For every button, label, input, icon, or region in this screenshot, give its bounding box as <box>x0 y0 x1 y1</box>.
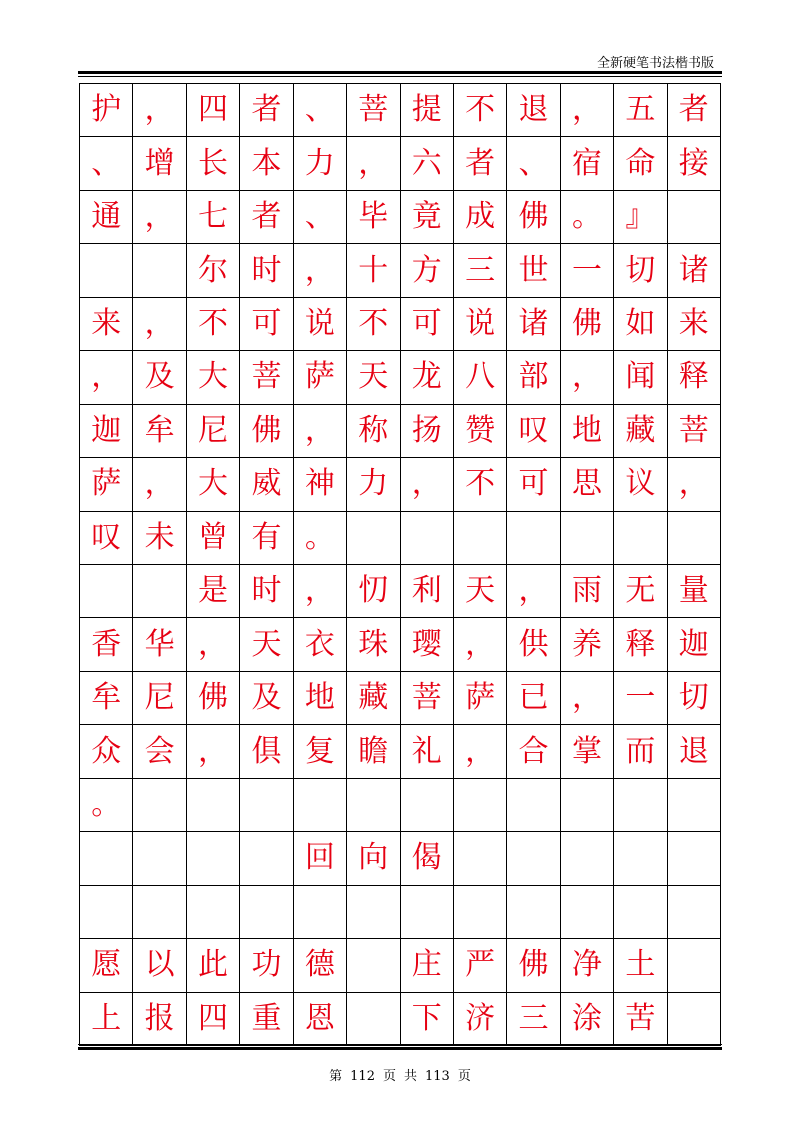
grid-cell: 涂 <box>561 993 614 1046</box>
grid-cell: 偈 <box>401 832 454 885</box>
grid-cell: 护 <box>80 84 133 137</box>
grid-cell <box>668 993 721 1046</box>
grid-cell <box>187 886 240 939</box>
grid-cell <box>240 886 293 939</box>
grid-cell: 时 <box>240 244 293 297</box>
bottom-thin-rule <box>78 1044 722 1045</box>
grid-cell: 以 <box>133 939 186 992</box>
grid-cell <box>80 565 133 618</box>
grid-cell: 尔 <box>187 244 240 297</box>
grid-cell: 量 <box>668 565 721 618</box>
grid-cell: 八 <box>454 351 507 404</box>
grid-cell <box>133 832 186 885</box>
grid-cell: 者 <box>454 137 507 190</box>
grid-cell <box>668 512 721 565</box>
grid-cell: 一 <box>614 672 667 725</box>
grid-cell: 三 <box>507 993 560 1046</box>
grid-cell: 如 <box>614 298 667 351</box>
grid-cell: 恩 <box>294 993 347 1046</box>
grid-cell: 大 <box>187 351 240 404</box>
grid-cell: 萨 <box>294 351 347 404</box>
grid-cell: ， <box>133 458 186 511</box>
grid-cell: 、 <box>294 191 347 244</box>
grid-cell: 神 <box>294 458 347 511</box>
grid-cell: 萨 <box>80 458 133 511</box>
grid-cell: ， <box>133 84 186 137</box>
footer-page-number: 112 <box>350 1069 375 1084</box>
grid-cell <box>240 779 293 832</box>
footer-total-pages: 113 <box>425 1069 450 1084</box>
grid-cell: 一 <box>561 244 614 297</box>
footer-total-unit: 页 <box>457 1069 471 1084</box>
grid-cell: 。 <box>294 512 347 565</box>
grid-cell: 此 <box>187 939 240 992</box>
grid-cell: 香 <box>80 618 133 671</box>
document-header-title: 全新硬笔书法楷书版 <box>596 56 714 71</box>
grid-cell: 德 <box>294 939 347 992</box>
grid-cell: 不 <box>347 298 400 351</box>
grid-cell: 成 <box>454 191 507 244</box>
grid-cell: 本 <box>240 137 293 190</box>
grid-cell: 是 <box>187 565 240 618</box>
grid-cell: 净 <box>561 939 614 992</box>
grid-cell: 释 <box>614 618 667 671</box>
grid-cell: 曾 <box>187 512 240 565</box>
grid-cell: ， <box>507 565 560 618</box>
grid-cell: 切 <box>668 672 721 725</box>
grid-cell: 闻 <box>614 351 667 404</box>
grid-cell: 功 <box>240 939 293 992</box>
grid-cell <box>401 512 454 565</box>
grid-cell: 部 <box>507 351 560 404</box>
grid-cell: 四 <box>187 993 240 1046</box>
grid-cell <box>133 886 186 939</box>
grid-cell: ， <box>80 351 133 404</box>
grid-cell: ， <box>294 565 347 618</box>
grid-cell: 十 <box>347 244 400 297</box>
grid-cell: 礼 <box>401 725 454 778</box>
grid-cell: 不 <box>454 84 507 137</box>
grid-cell <box>507 779 560 832</box>
grid-cell: 严 <box>454 939 507 992</box>
grid-cell: 者 <box>240 191 293 244</box>
grid-cell: ， <box>401 458 454 511</box>
grid-cell: 五 <box>614 84 667 137</box>
grid-cell: 三 <box>454 244 507 297</box>
top-thin-rule <box>78 76 722 77</box>
grid-cell: 诸 <box>507 298 560 351</box>
grid-cell: 说 <box>294 298 347 351</box>
grid-cell: 佛 <box>507 939 560 992</box>
grid-cell: 回 <box>294 832 347 885</box>
grid-cell: 萨 <box>454 672 507 725</box>
grid-cell: 已 <box>507 672 560 725</box>
grid-cell: 菩 <box>347 84 400 137</box>
grid-cell: 者 <box>240 84 293 137</box>
grid-cell <box>347 779 400 832</box>
grid-cell: 退 <box>668 725 721 778</box>
grid-cell: 菩 <box>668 405 721 458</box>
grid-cell: 龙 <box>401 351 454 404</box>
grid-cell: 说 <box>454 298 507 351</box>
top-thick-rule <box>78 71 722 74</box>
grid-cell: 、 <box>507 137 560 190</box>
grid-cell: 力 <box>294 137 347 190</box>
grid-cell: 增 <box>133 137 186 190</box>
grid-cell: 庄 <box>401 939 454 992</box>
grid-cell <box>668 939 721 992</box>
grid-cell <box>614 886 667 939</box>
grid-cell: 重 <box>240 993 293 1046</box>
grid-cell: 牟 <box>80 672 133 725</box>
grid-cell: 未 <box>133 512 186 565</box>
grid-cell: 思 <box>561 458 614 511</box>
grid-cell: 接 <box>668 137 721 190</box>
grid-cell: 力 <box>347 458 400 511</box>
grid-cell: ， <box>187 618 240 671</box>
grid-cell: 供 <box>507 618 560 671</box>
footer-prefix: 第 <box>329 1069 343 1084</box>
grid-cell: 不 <box>454 458 507 511</box>
grid-cell: 大 <box>187 458 240 511</box>
grid-cell <box>614 832 667 885</box>
grid-cell: ， <box>294 244 347 297</box>
grid-cell: 利 <box>401 565 454 618</box>
grid-cell: 可 <box>507 458 560 511</box>
grid-cell: 释 <box>668 351 721 404</box>
grid-cell <box>133 244 186 297</box>
grid-cell <box>561 512 614 565</box>
grid-cell: ， <box>294 405 347 458</box>
grid-cell: 有 <box>240 512 293 565</box>
grid-cell: 迦 <box>80 405 133 458</box>
grid-cell <box>347 993 400 1046</box>
grid-cell: 诸 <box>668 244 721 297</box>
grid-cell <box>347 886 400 939</box>
grid-cell: 称 <box>347 405 400 458</box>
grid-cell <box>80 244 133 297</box>
grid-cell: 上 <box>80 993 133 1046</box>
grid-cell <box>614 779 667 832</box>
grid-cell: 菩 <box>240 351 293 404</box>
grid-cell: 俱 <box>240 725 293 778</box>
grid-cell <box>80 886 133 939</box>
grid-cell: 衣 <box>294 618 347 671</box>
page-footer <box>0 1065 800 1084</box>
grid-cell: 尼 <box>187 405 240 458</box>
grid-cell: 威 <box>240 458 293 511</box>
grid-cell: 提 <box>401 84 454 137</box>
grid-cell: 』 <box>614 191 667 244</box>
grid-cell: 六 <box>401 137 454 190</box>
grid-cell <box>454 779 507 832</box>
grid-cell: 方 <box>401 244 454 297</box>
grid-cell <box>668 832 721 885</box>
grid-cell <box>507 886 560 939</box>
grid-cell: 济 <box>454 993 507 1046</box>
grid-cell <box>561 832 614 885</box>
grid-cell: ， <box>561 351 614 404</box>
grid-cell: 命 <box>614 137 667 190</box>
grid-cell: 佛 <box>187 672 240 725</box>
grid-cell: 、 <box>80 137 133 190</box>
grid-cell: ， <box>187 725 240 778</box>
grid-cell: 土 <box>614 939 667 992</box>
grid-cell: ， <box>133 191 186 244</box>
grid-cell: 复 <box>294 725 347 778</box>
grid-cell: 叹 <box>80 512 133 565</box>
grid-cell: 七 <box>187 191 240 244</box>
grid-cell: ， <box>561 672 614 725</box>
grid-cell: 华 <box>133 618 186 671</box>
grid-cell: 瞻 <box>347 725 400 778</box>
grid-cell: 宿 <box>561 137 614 190</box>
grid-cell: 、 <box>294 84 347 137</box>
grid-cell: 竟 <box>401 191 454 244</box>
grid-cell: 无 <box>614 565 667 618</box>
grid-cell: 来 <box>668 298 721 351</box>
grid-cell <box>347 939 400 992</box>
grid-cell: 地 <box>294 672 347 725</box>
grid-cell <box>561 779 614 832</box>
grid-cell <box>668 779 721 832</box>
grid-cell: 牟 <box>133 405 186 458</box>
grid-cell: ， <box>561 84 614 137</box>
grid-cell <box>668 191 721 244</box>
grid-cell: 忉 <box>347 565 400 618</box>
grid-cell <box>187 832 240 885</box>
grid-cell <box>614 512 667 565</box>
grid-cell <box>454 832 507 885</box>
grid-cell <box>454 886 507 939</box>
grid-cell: 。 <box>561 191 614 244</box>
grid-cell: 合 <box>507 725 560 778</box>
grid-cell: 天 <box>240 618 293 671</box>
grid-cell <box>668 886 721 939</box>
grid-cell: 众 <box>80 725 133 778</box>
bottom-thick-rule <box>78 1047 722 1050</box>
grid-cell: ， <box>133 298 186 351</box>
grid-cell: 下 <box>401 993 454 1046</box>
grid-cell: 迦 <box>668 618 721 671</box>
footer-page-unit: 页 <box>382 1069 396 1084</box>
grid-cell: 愿 <box>80 939 133 992</box>
grid-cell: 璎 <box>401 618 454 671</box>
grid-cell <box>561 886 614 939</box>
grid-cell <box>187 779 240 832</box>
grid-cell <box>347 512 400 565</box>
grid-cell: 不 <box>187 298 240 351</box>
grid-cell: 雨 <box>561 565 614 618</box>
grid-cell: ， <box>347 137 400 190</box>
grid-cell: 退 <box>507 84 560 137</box>
grid-cell: 珠 <box>347 618 400 671</box>
grid-cell <box>507 832 560 885</box>
grid-cell: 议 <box>614 458 667 511</box>
grid-cell: 苦 <box>614 993 667 1046</box>
grid-cell: 佛 <box>240 405 293 458</box>
grid-cell: ， <box>454 618 507 671</box>
grid-cell: 者 <box>668 84 721 137</box>
grid-cell <box>401 779 454 832</box>
grid-cell: 会 <box>133 725 186 778</box>
grid-cell: 养 <box>561 618 614 671</box>
grid-cell: 地 <box>561 405 614 458</box>
grid-cell <box>294 779 347 832</box>
grid-cell: 天 <box>347 351 400 404</box>
grid-cell: 可 <box>240 298 293 351</box>
grid-cell: 佛 <box>561 298 614 351</box>
grid-cell: ， <box>668 458 721 511</box>
grid-cell: 可 <box>401 298 454 351</box>
grid-cell: 藏 <box>614 405 667 458</box>
grid-cell: 天 <box>454 565 507 618</box>
grid-cell: 时 <box>240 565 293 618</box>
grid-cell: 掌 <box>561 725 614 778</box>
grid-cell: 四 <box>187 84 240 137</box>
grid-cell: 向 <box>347 832 400 885</box>
grid-cell <box>294 886 347 939</box>
grid-cell <box>507 512 560 565</box>
grid-cell: 赞 <box>454 405 507 458</box>
grid-cell <box>401 886 454 939</box>
grid-cell: 菩 <box>401 672 454 725</box>
grid-cell: ， <box>454 725 507 778</box>
grid-cell: 藏 <box>347 672 400 725</box>
calligraphy-grid <box>79 83 721 1046</box>
grid-cell <box>133 565 186 618</box>
grid-cell: 叹 <box>507 405 560 458</box>
grid-cell: 切 <box>614 244 667 297</box>
grid-cell <box>240 832 293 885</box>
grid-cell: 。 <box>80 779 133 832</box>
grid-cell: 及 <box>133 351 186 404</box>
grid-cell: 佛 <box>507 191 560 244</box>
grid-cell: 而 <box>614 725 667 778</box>
grid-cell <box>454 512 507 565</box>
grid-cell: 报 <box>133 993 186 1046</box>
grid-cell <box>80 832 133 885</box>
grid-cell: 来 <box>80 298 133 351</box>
grid-cell: 扬 <box>401 405 454 458</box>
footer-total-prefix: 共 <box>404 1069 418 1084</box>
grid-cell: 世 <box>507 244 560 297</box>
grid-cell: 及 <box>240 672 293 725</box>
grid-cell: 毕 <box>347 191 400 244</box>
grid-cell <box>133 779 186 832</box>
grid-cell: 尼 <box>133 672 186 725</box>
grid-cell: 通 <box>80 191 133 244</box>
grid-cell: 长 <box>187 137 240 190</box>
